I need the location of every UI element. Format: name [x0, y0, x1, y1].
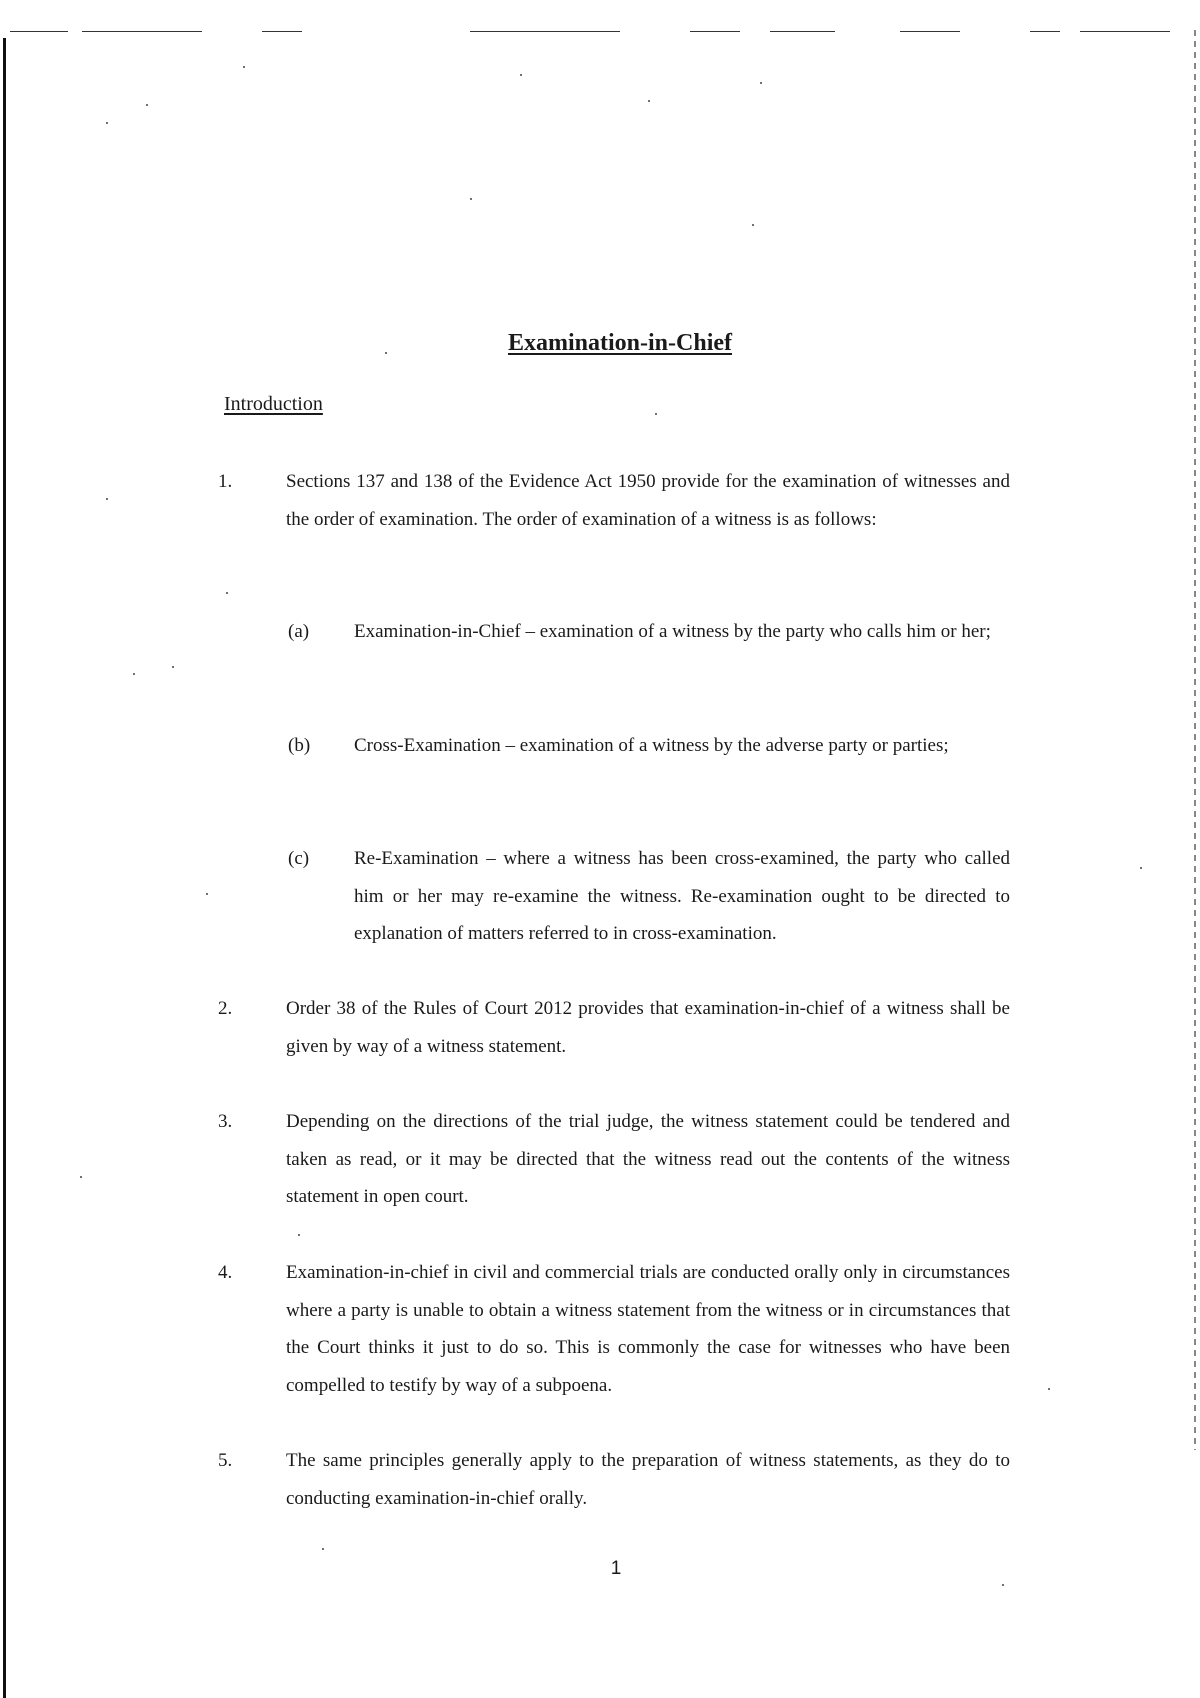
scan-speck: [1140, 867, 1142, 869]
scan-speck: [172, 666, 174, 668]
paragraph: [218, 1442, 1010, 1517]
section-heading: Introduction: [224, 393, 323, 415]
sub-item-label: (b): [288, 735, 311, 756]
paragraph-text: The same principles generally apply to the preparation of witness statements, as they do to conducting examination-in-chief orally.: [286, 1450, 1010, 1509]
scan-speck: [206, 893, 208, 895]
scan-speck: [106, 498, 108, 500]
scan-speck: [655, 413, 657, 415]
paragraph: [218, 990, 1010, 1065]
scan-mark: [1080, 31, 1170, 32]
scan-speck: [298, 1234, 300, 1236]
scan-edge-left: [3, 38, 6, 1698]
scan-mark: [82, 31, 202, 32]
sub-item: [288, 613, 1010, 651]
paragraph-number: 2.: [218, 998, 233, 1019]
sub-item-text: Re-Examination – where a witness has been cross-examined, the party who called him or her may re-examine the witness. Re-examination ought to be directed to explanation of matters referred to in cross-examination.: [354, 848, 1010, 944]
page-number: 1: [610, 1558, 622, 1579]
paragraph-number: 5.: [218, 1450, 233, 1471]
scan-mark: [690, 31, 740, 32]
paragraph: [218, 463, 1010, 538]
scan-speck: [648, 100, 650, 102]
sub-item-label: (c): [288, 848, 310, 869]
sub-item: [288, 727, 1010, 765]
scan-speck: [80, 1176, 82, 1178]
scan-mark: [10, 31, 68, 32]
paragraph-number: 1.: [218, 471, 233, 492]
scan-mark: [900, 31, 960, 32]
sub-item-text: Examination-in-Chief – examination of a witness by the party who calls him or her;: [354, 621, 991, 642]
scan-speck: [1048, 1388, 1050, 1390]
scan-mark: [770, 31, 835, 32]
scan-mark: [262, 31, 302, 32]
paragraph-text: Order 38 of the Rules of Court 2012 provides that examination-in-chief of a witness shall be given by way of a witness statement.: [286, 998, 1010, 1057]
paragraph: [218, 1254, 1010, 1404]
scan-speck: [520, 74, 522, 76]
paragraph-text: Depending on the directions of the trial judge, the witness statement could be tendered and taken as read, or it may be directed that the witness read out the contents of the witness statement in open court.: [286, 1111, 1010, 1207]
scan-speck: [106, 122, 108, 124]
sub-item: [288, 840, 1010, 953]
paragraph-text: Sections 137 and 138 of the Evidence Act 1950 provide for the examination of witnesses and the order of examination. The order of examination of a witness is as follows:: [286, 471, 1010, 530]
paragraph-text: Examination-in-chief in civil and commercial trials are conducted orally only in circumstances where a party is unable to obtain a witness statement from the witness or in circumstances that the Court thinks it just to do so. This is commonly the case for witnesses who have been compelled to testify by way of a subpoena.: [286, 1262, 1010, 1396]
scan-speck: [322, 1548, 324, 1550]
scan-speck: [470, 198, 472, 200]
paragraph-number: 3.: [218, 1111, 233, 1132]
scan-mark: [1030, 31, 1060, 32]
document-title: Examination-in-Chief: [507, 330, 732, 356]
scan-speck: [133, 673, 135, 675]
scan-edge-right: [1194, 30, 1196, 1450]
scan-speck: [243, 66, 245, 68]
scan-mark: [470, 31, 620, 32]
scan-speck: [752, 224, 754, 226]
sub-item-label: (a): [288, 621, 310, 642]
scan-speck: [1002, 1584, 1004, 1586]
scan-speck: [226, 592, 228, 594]
scan-speck: [146, 104, 148, 106]
scan-speck: [760, 82, 762, 84]
paragraph-number: 4.: [218, 1262, 233, 1283]
paragraph: [218, 1103, 1010, 1216]
sub-item-text: Cross-Examination – examination of a witness by the adverse party or parties;: [354, 735, 949, 756]
